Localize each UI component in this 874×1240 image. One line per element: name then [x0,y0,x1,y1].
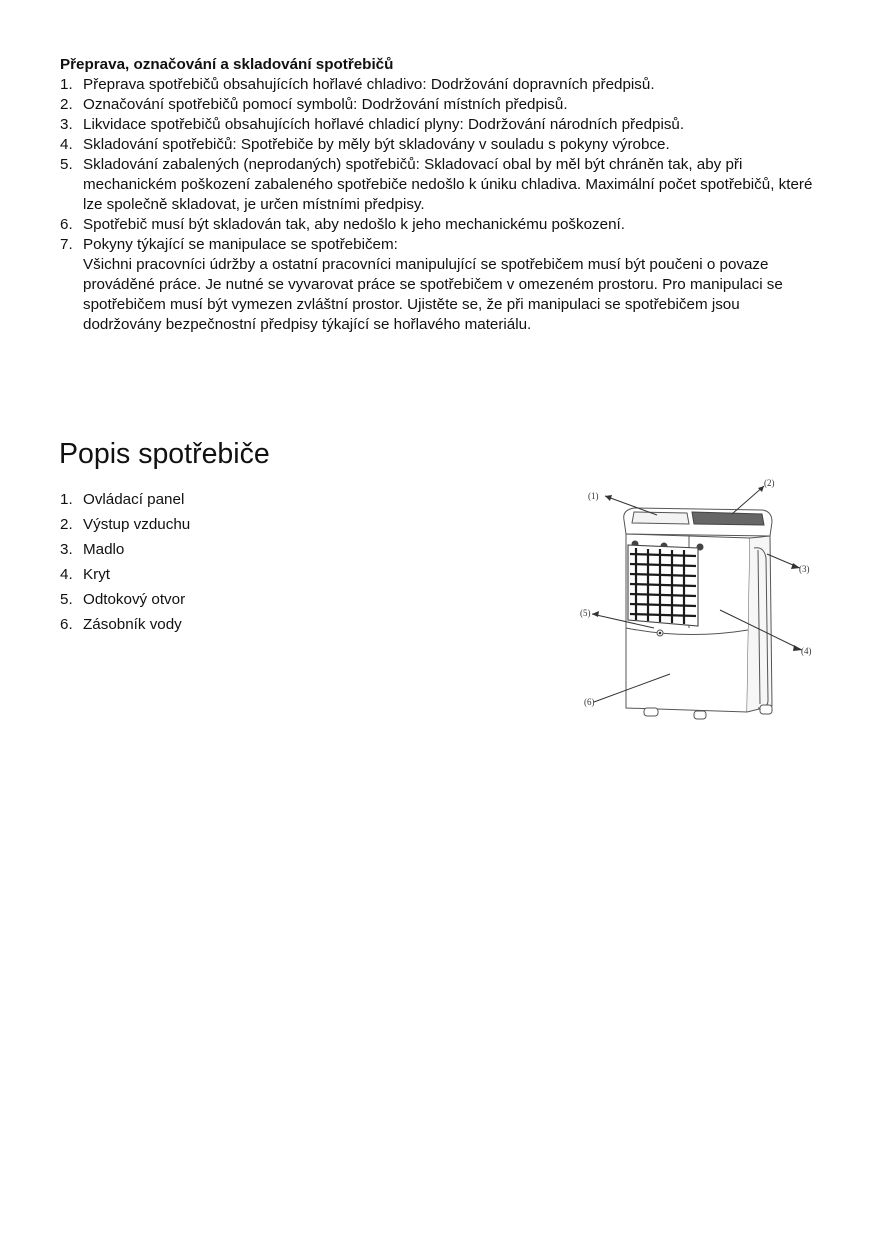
list-item [60,537,190,562]
item-number: 6. [60,216,73,233]
page-heading: Popis spotřebiče [59,438,270,470]
dehumidifier-illustration [572,470,822,725]
section-title: Přeprava, označování a skladování spotřebičů [60,56,394,73]
item-text: Spotřebič musí být skladován tak, aby nedošlo k jeho mechanickému poškození. [83,216,625,233]
item-number: 6. [60,616,73,633]
callout-2: (2) [764,478,775,488]
list-item [60,135,820,155]
item-number: 1. [60,76,73,93]
list-item [60,612,190,637]
callout-3: (3) [799,564,810,574]
list-item [60,75,820,95]
list-item [60,512,190,537]
item-number: 1. [60,491,73,508]
item-text: Skladování zabalených (neprodaných) spotřebičů: Skladovací obal by měl být chráněn tak, aby při mechanickém poškození zabaleného spotřebiče nedošlo k úniku chladiva. Maximální počet spotřebičů, které lze společně skladovat, je určen místními předpisy. [83,156,813,213]
item-subtext: Všichni pracovníci údržby a ostatní pracovníci manipulující se spotřebičem musí být poučeni o povaze prováděné práce. Je nutné se vyvarovat práce se spotřebičem v omezeném prostoru. Pro manipulaci se spotřebičem musí být vymezen zvláštní prostor. Ujistěte se, že při manipulaci se spotřebičem jsou dodržovány bezpečnostní předpisy týkající se hořlavého materiálu. [83,256,783,333]
item-text: Přeprava spotřebičů obsahujících hořlavé chladivo: Dodržování dopravních předpisů. [83,76,655,93]
part-label: Zásobník vody [83,616,182,633]
list-item [60,155,820,215]
part-label: Ovládací panel [83,491,185,508]
callout-6: (6) [584,697,595,707]
item-number: 5. [60,156,73,173]
dehumidifier-diagram [572,470,822,725]
item-text: Likvidace spotřebičů obsahujících hořlavé chladicí plyny: Dodržování národních předpisů. [83,116,685,133]
item-number: 2. [60,96,73,113]
callout-5: (5) [580,608,591,618]
part-label: Výstup vzduchu [83,516,191,533]
list-item [60,215,820,235]
item-number: 4. [60,136,73,153]
list-item [60,487,190,512]
item-number: 4. [60,566,73,583]
callout-1: (1) [588,491,599,501]
item-number: 2. [60,516,73,533]
parts-list [60,487,190,637]
item-text: Pokyny týkající se manipulace se spotřebičem: [83,236,398,253]
list-item [60,115,820,135]
part-label: Kryt [83,566,111,583]
transport-section [60,55,820,335]
part-label: Madlo [83,541,125,558]
part-label: Odtokový otvor [83,591,186,608]
transport-list [60,75,820,335]
list-item [60,587,190,612]
item-text: Označování spotřebičů pomocí symbolů: Dodržování místních předpisů. [83,96,568,113]
list-item [60,95,820,115]
item-text: Skladování spotřebičů: Spotřebiče by měly být skladovány v souladu s pokyny výrobce. [83,136,670,153]
item-number: 3. [60,541,73,558]
item-number: 5. [60,591,73,608]
item-number: 7. [60,236,73,253]
callout-4: (4) [801,646,812,656]
item-number: 3. [60,116,73,133]
list-item [60,562,190,587]
list-item [60,235,820,335]
